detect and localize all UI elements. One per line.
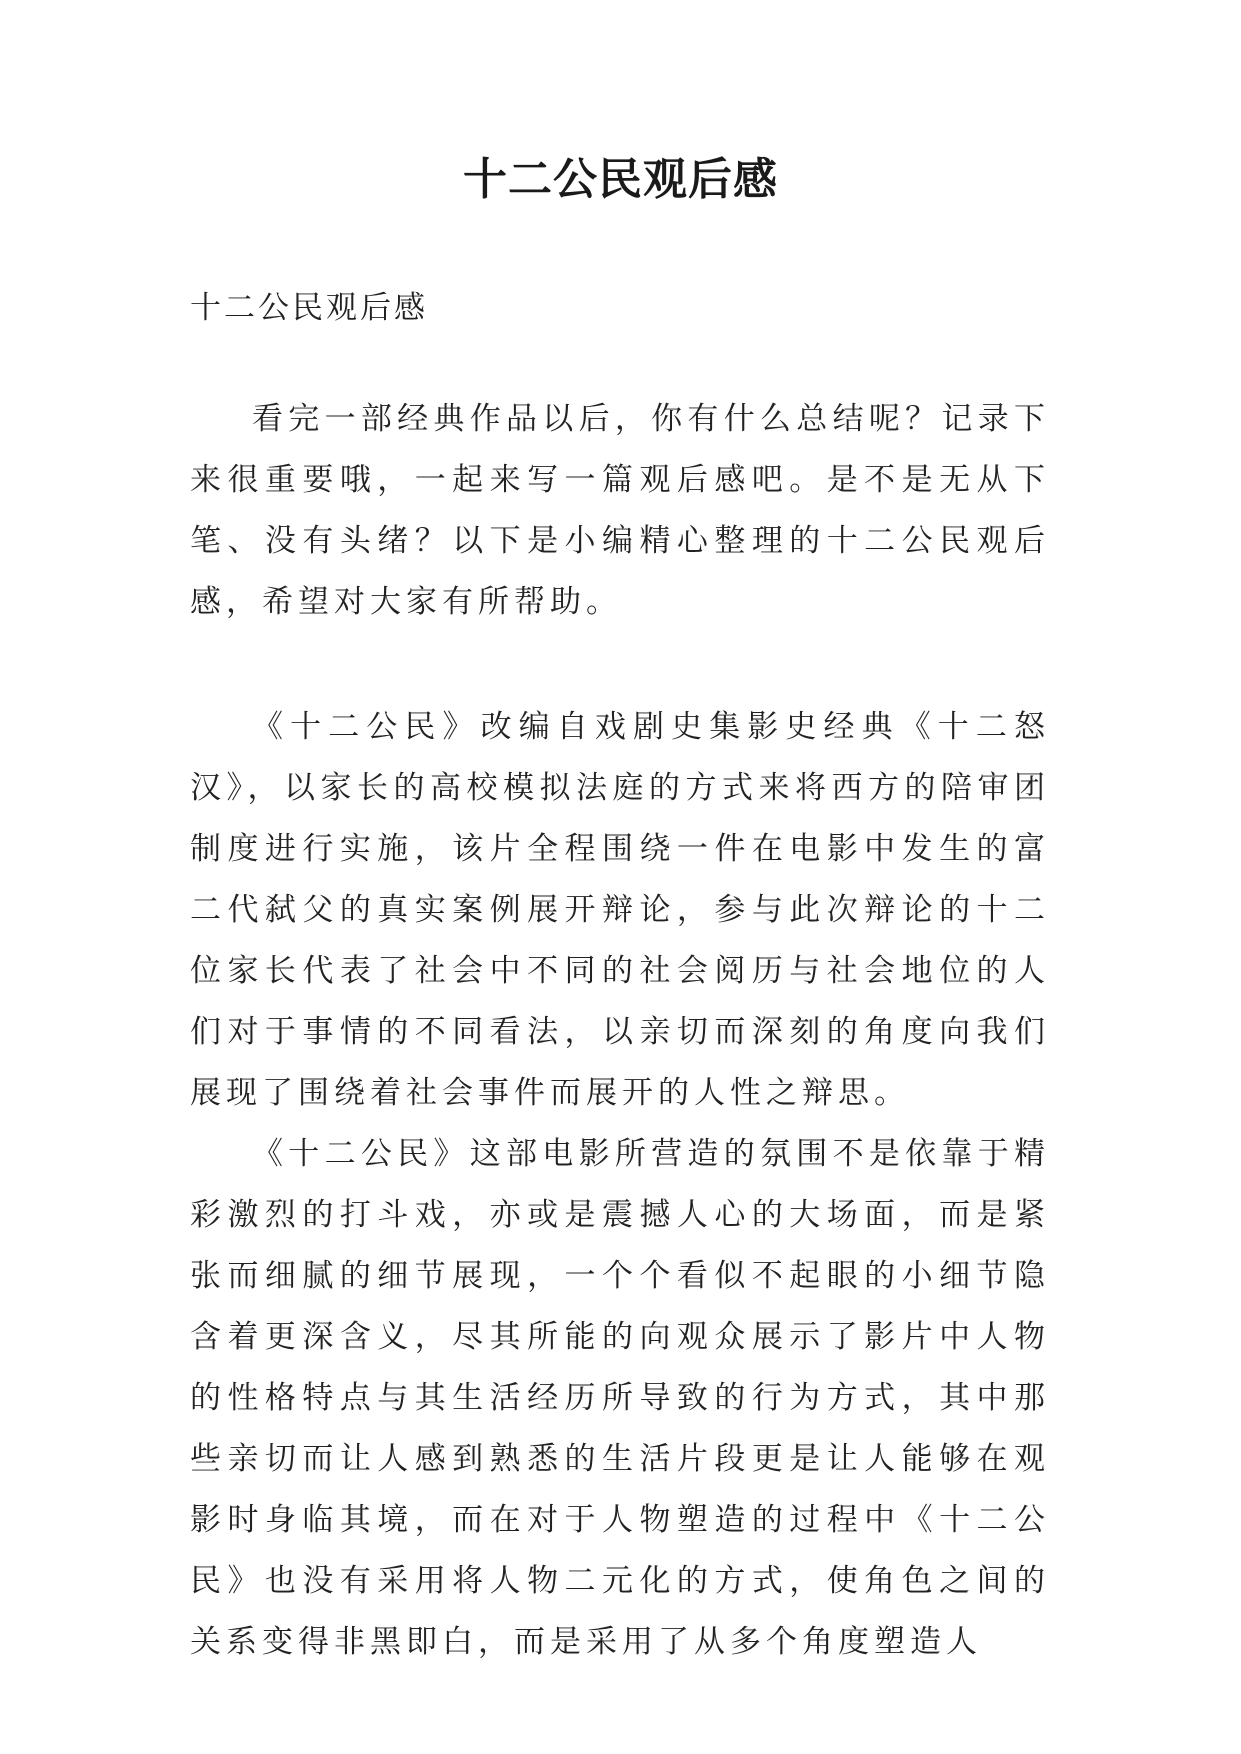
document-title: 十二公民观后感 <box>463 154 778 205</box>
paragraph-2: 《十二公民》这部电影所营造的氛围不是依靠于精彩激烈的打斗戏，亦或是震撼人心的大场面，而是紧张而细腻的细节展现，一个个看似不起眼的小细节隐含着更深含义，尽其所能的向观众展示了影片中人物的性格特点与其生活经历所导致的行为方式，其中那些亲切而让人感到熟悉的生活片段更是让人能够在观影时身临其境，而在对于人物塑造的过程中《十二公民》也没有采用将人物二元化的方式，使角色之间的关系变得非黑即白，而是采用了从多个角度塑造人 <box>190 1136 1050 1660</box>
document-subtitle: 十二公民观后感 <box>190 290 428 326</box>
document-body <box>190 288 1050 1673</box>
paragraph-1: 《十二公民》改编自戏剧史集影史经典《十二怒汉》，以家长的高校模拟法庭的方式来将西方的陪审团制度进行实施，该片全程围绕一件在电影中发生的富二代弑父的真实案例展开辩论，参与此次辩论的十二位家长代表了社会中不同的社会阅历与社会地位的人们对于事情的不同看法，以亲切而深刻的角度向我们展现了围绕着社会事件而展开的人性之辩思。 <box>190 709 1050 1111</box>
paragraph-intro: 看完一部经典作品以后，你有什么总结呢？记录下来很重要哦，一起来写一篇观后感吧。是不是无从下笔、没有头绪？以下是小编精心整理的十二公民观后感，希望对大家有所帮助。 <box>190 401 1050 620</box>
